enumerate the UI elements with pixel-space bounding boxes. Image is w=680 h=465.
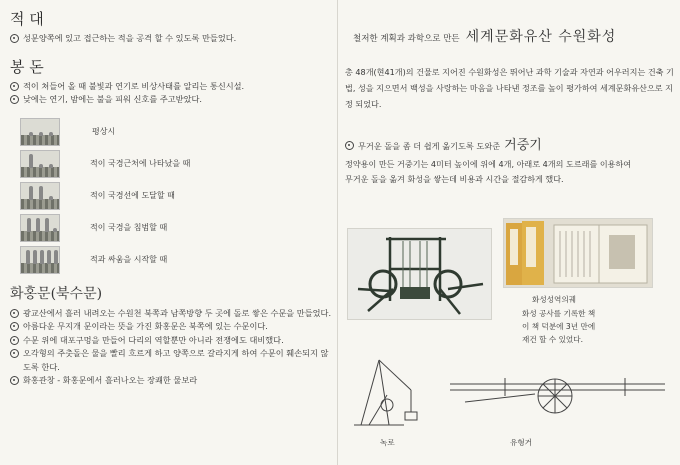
- title-subtext: 철저한 계획과 과학으로 만든: [353, 34, 460, 44]
- noro-illustration: [349, 350, 419, 430]
- noro-drawing: [349, 350, 419, 430]
- beacon-image: [20, 246, 60, 274]
- section-title-hwahongmun: 화홍문(북수문): [10, 285, 103, 302]
- crane-photo: [347, 228, 492, 320]
- signal-label: 평상시: [92, 127, 116, 136]
- bullet-item: 적이 쳐들어 올 때 불빛과 연기로 비상사태를 알리는 통신시설.: [10, 80, 335, 94]
- bullet-icon: [10, 349, 19, 358]
- beacon-image: [20, 182, 60, 210]
- bullet-item: 오각형의 주춧돌은 물을 빨리 흐르게 하고 양쪽으로 갈라지게 하여 수문이 훼손되지 않도록 한다.: [10, 347, 335, 374]
- bullet-icon: [10, 82, 19, 91]
- beacon-image: [20, 214, 60, 242]
- right-title: [353, 26, 675, 46]
- noro-caption: 녹로: [380, 438, 395, 447]
- left-column: [10, 8, 335, 388]
- right-column: [345, 8, 675, 186]
- signal-label: 적이 국경을 침범할 때: [90, 223, 168, 232]
- bullet-icon: [10, 95, 19, 104]
- beacon-image: [20, 118, 60, 146]
- bullet-icon: [10, 376, 19, 385]
- intro-paragraph: 총 48개(현41개)의 건물로 지어진 수원화성은 뛰어난 과학 기술과 자연과 어우러지는 건축 기법, 성을 지으면서 백성을 사랑하는 마음을 나타낸 정조를 높이 평가하여 세계문화유산으로 지정 되었다.: [345, 67, 674, 109]
- bullet-icon: [10, 336, 19, 345]
- signal-row: [20, 181, 335, 211]
- signal-list: [20, 117, 335, 275]
- cart-illustration: [445, 372, 670, 416]
- bullet-item: 성문양쪽에 있고 접근하는 적을 공격 할 수 있도록 만들었다.: [10, 32, 335, 46]
- section-title-bongdon: 봉 돈: [10, 57, 44, 76]
- bullet-icon: [10, 322, 19, 331]
- book-photo: [503, 218, 653, 288]
- crane-illustration: [348, 229, 492, 320]
- yuhyeonggeo-caption: 유형거: [510, 438, 533, 447]
- signal-label: 적이 국경근처에 나타났을 때: [90, 159, 191, 168]
- bullet-icon: [10, 34, 19, 43]
- signal-label: 적과 싸움을 시작할 때: [90, 255, 168, 264]
- page-divider: [337, 0, 338, 465]
- signal-row: [20, 149, 335, 179]
- section-title-jeokdae: 적 대: [10, 10, 44, 28]
- beacon-image: [20, 150, 60, 178]
- crane-heading: [345, 134, 675, 153]
- book-description: 화성 공사를 기록한 책 이 책 덕분에 3년 만에 재건 할 수 있었다.: [522, 309, 596, 344]
- crane-desc: 정약용이 만든 거중기는 4미터 높이에 위에 4개, 아래로 4개의 도르래를 이용하여 무거운 돌을 옮겨 화성을 쌓는데 비용과 시간을 절감하게 했다.: [345, 159, 632, 184]
- crane-name: 거중기: [504, 138, 542, 153]
- title-main: 세계문화유산 수원화성: [465, 29, 617, 45]
- bullet-icon: [10, 309, 19, 318]
- bullet-item: 낮에는 연기, 밤에는 불을 피워 신호를 주고받았다.: [10, 93, 335, 107]
- signal-label: 적이 국경선에 도달할 때: [90, 191, 175, 200]
- signal-row: [20, 245, 335, 275]
- book-illustration: [504, 219, 653, 288]
- bullet-item: 화홍관창 - 화홍문에서 흘러나오는 장쾌한 물보라: [10, 374, 335, 388]
- yuhyeonggeo-drawing: [445, 372, 670, 416]
- signal-row: [20, 117, 335, 147]
- bullet-item: 아름다운 무지개 문이라는 뜻을 가진 화홍문은 북쪽에 있는 수문이다.: [10, 320, 335, 334]
- bullet-item: 광교산에서 흘러 내려오는 수원천 북쪽과 남쪽방향 두 곳에 돌로 쌓은 수문을 만들었다.: [10, 307, 335, 321]
- bullet-item: 수문 위에 대포구멍을 만들어 다리의 역할뿐만 아니라 전쟁에도 대비했다.: [10, 334, 335, 348]
- signal-row: [20, 213, 335, 243]
- crane-intro: 무거운 돌을 좀 더 쉽게 옮기도록 도와준: [358, 141, 501, 151]
- bullet-icon: [345, 141, 354, 150]
- book-caption: 화성성역의궤: [532, 295, 577, 304]
